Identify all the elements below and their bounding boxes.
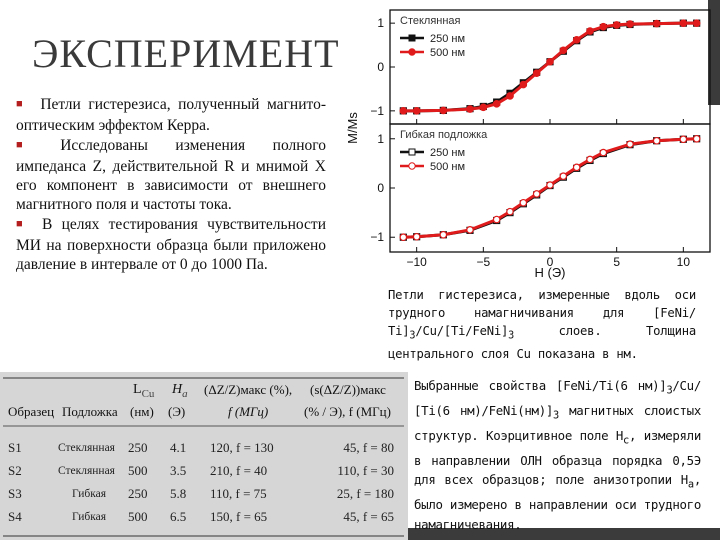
cell-sample: S1: [8, 439, 22, 455]
data-point: [440, 232, 446, 238]
table-row: [8, 505, 402, 528]
y-tick-label: 1: [377, 131, 384, 146]
cell-s: 45, f = 65: [343, 508, 394, 524]
desc-part: Выбранные свойства [FeNi/Ti(6 нм)]: [414, 378, 667, 393]
x-tick-label: 0: [546, 255, 554, 269]
data-point: [600, 23, 606, 29]
cell-dz: 210, f = 40: [210, 462, 268, 478]
data-point: [547, 59, 553, 65]
cell-sample: S3: [8, 485, 22, 501]
caption-part: Петли гистерезиса, измеренные вдоль оси трудного намагничивания для [FeNi/ Ti]: [388, 288, 696, 338]
bullet-item-2: [16, 136, 326, 215]
panel-label: Гибкая подложка: [400, 129, 488, 141]
x-tick-label: 10: [676, 255, 691, 269]
desc-subscript: 3: [553, 409, 559, 422]
data-point: [467, 106, 473, 112]
bullet-text-3: В целях тестирования чувствительности МИ на поверхности образца были приложено давление в интервале от 0 до 1000 Па.: [16, 215, 326, 274]
data-point: [400, 234, 406, 240]
data-point: [560, 47, 566, 53]
th-dz-line1: (ΔZ/Z)макс (%),: [204, 382, 293, 397]
x-tick-label: −10: [406, 255, 427, 269]
th-lcu: [133, 382, 154, 400]
th-substrate: Подложка: [62, 404, 118, 419]
cell-ha: 4.1: [170, 439, 187, 455]
data-point: [467, 227, 473, 233]
th-dz-line2: f (МГц): [228, 404, 269, 419]
data-point: [693, 136, 699, 142]
plot-frame: [390, 10, 710, 124]
data-point: [533, 70, 539, 76]
data-point: [573, 164, 579, 170]
caption-subscript: 3: [508, 330, 515, 342]
legend-label: 250 нм: [430, 147, 466, 159]
data-point: [693, 20, 699, 26]
data-point: [493, 216, 499, 222]
caption-part: /Cu/[Ti/FeNi]: [415, 324, 509, 338]
th-lcu-unit: (нм): [130, 404, 154, 419]
x-tick-label: −5: [476, 255, 491, 269]
cell-lcu: 250: [128, 485, 148, 501]
chart-layer: [345, 10, 710, 280]
x-axis-label: H (Э): [534, 265, 566, 280]
cell-ha: 3.5: [170, 462, 187, 478]
data-point: [587, 156, 593, 162]
data-point: [560, 173, 566, 179]
data-point: [440, 107, 446, 113]
desc-part: магнитных слоистых структур. Коэрцитивное поле H: [414, 402, 701, 443]
bullet-square-icon: ■: [16, 98, 27, 110]
cell-sample: S2: [8, 462, 22, 478]
cell-lcu: 250: [128, 439, 148, 455]
data-point: [627, 141, 633, 147]
desc-subscript: a: [687, 478, 694, 491]
th-ha-sub: a: [182, 387, 188, 400]
cell-substrate: Стеклянная: [58, 464, 115, 477]
cell-substrate: Гибкая: [72, 510, 107, 523]
table-row: [8, 436, 402, 459]
cell-substrate: Стеклянная: [58, 441, 115, 454]
caption-part: слоев. Толщина центрального слоя Cu показана в нм.: [388, 324, 696, 362]
desc-part: /Cu/ [Ti(6 нм)/FeNi(нм)]: [414, 378, 701, 418]
data-point: [653, 20, 659, 26]
bullet-square-icon: ■: [16, 138, 47, 151]
th-ha: [172, 382, 188, 400]
legend-marker: [409, 49, 415, 55]
data-point: [573, 37, 579, 43]
table-row: [8, 459, 402, 482]
cell-substrate: Гибкая: [72, 487, 107, 500]
bullet-item-1: [16, 95, 326, 136]
data-point: [547, 182, 553, 188]
y-tick-label: 1: [377, 16, 384, 31]
cell-s: 45, f = 80: [343, 439, 394, 455]
data-point: [653, 138, 659, 144]
data-point: [413, 108, 419, 114]
data-point: [507, 208, 513, 214]
table-body: [8, 436, 402, 528]
caption-subscript: 3: [409, 330, 416, 342]
desc-subscript: 3: [666, 384, 673, 397]
y-tick-label: 0: [377, 60, 384, 74]
cell-dz: 120, f = 130: [210, 439, 274, 455]
cell-s: 110, f = 30: [337, 462, 394, 478]
bullet-item-3: [16, 215, 326, 275]
table-description: [414, 376, 701, 534]
figure-caption: [388, 286, 696, 363]
th-sample: Образец: [8, 404, 55, 419]
th-ha-unit: (Э): [168, 404, 186, 419]
panel-label: Стеклянная: [400, 15, 461, 27]
data-point: [480, 104, 486, 110]
legend-marker: [409, 163, 415, 169]
cell-lcu: 500: [128, 462, 148, 478]
x-tick-label: 5: [613, 255, 621, 269]
bullet-square-icon: ■: [16, 217, 29, 230]
data-point: [600, 149, 606, 155]
y-tick-label: 0: [377, 181, 384, 195]
th-s-line1: (s(ΔZ/Z))макс: [310, 382, 386, 397]
data-point: [400, 108, 406, 114]
y-tick-label: −1: [370, 230, 384, 245]
bullet-text-2: Исследованы изменения полного импеданса Z, действительной R и мнимой X его компонент в зависимости от внешнего магнитного поля и частоты тока.: [16, 136, 326, 214]
data-point: [680, 136, 686, 142]
cell-ha: 5.8: [170, 485, 187, 501]
cell-ha: 6.5: [170, 508, 187, 524]
cell-dz: 110, f = 75: [210, 485, 267, 501]
data-point: [587, 28, 593, 34]
data-point: [520, 200, 526, 206]
y-tick-label: −1: [370, 103, 384, 118]
th-s-line2: (% / Э), f (МГц): [304, 404, 391, 419]
data-point: [507, 93, 513, 99]
legend-marker: [409, 149, 415, 155]
data-point: [627, 21, 633, 27]
data-point: [533, 191, 539, 197]
data-point: [520, 81, 526, 87]
desc-part: , измеряли в направлении ОЛН образца порядка 0,5Э для всех образцов; поле анизотропии H: [414, 427, 701, 488]
data-point: [413, 234, 419, 240]
data-point: [680, 20, 686, 26]
legend-label: 500 нм: [430, 47, 466, 59]
cell-sample: S4: [8, 508, 22, 524]
table-row: [8, 482, 402, 505]
th-lcu-symbol: L: [133, 382, 142, 397]
th-lcu-sub: Cu: [141, 387, 155, 400]
desc-part: , было измерено в направлении оси трудного намагничевания.: [414, 472, 701, 532]
legend-marker: [409, 35, 415, 41]
y-axis-label: M/Ms: [345, 112, 360, 144]
slide-title: ЭКСПЕРИМЕНТ: [32, 31, 340, 76]
cell-s: 25, f = 180: [336, 485, 394, 501]
properties-table: [0, 372, 408, 540]
desc-subscript: c: [623, 434, 629, 447]
bullet-list: [16, 95, 326, 275]
cell-lcu: 500: [128, 508, 148, 524]
data-point: [613, 22, 619, 28]
th-ha-symbol: H: [172, 382, 183, 397]
bullet-text-1: Петли гистерезиса, полученный магнито-оптическим эффектом Керра.: [16, 96, 326, 135]
legend-label: 500 нм: [430, 161, 466, 173]
legend-label: 250 нм: [430, 33, 466, 45]
cell-dz: 150, f = 65: [210, 508, 268, 524]
data-point: [493, 101, 499, 107]
hysteresis-chart: [335, 0, 715, 284]
